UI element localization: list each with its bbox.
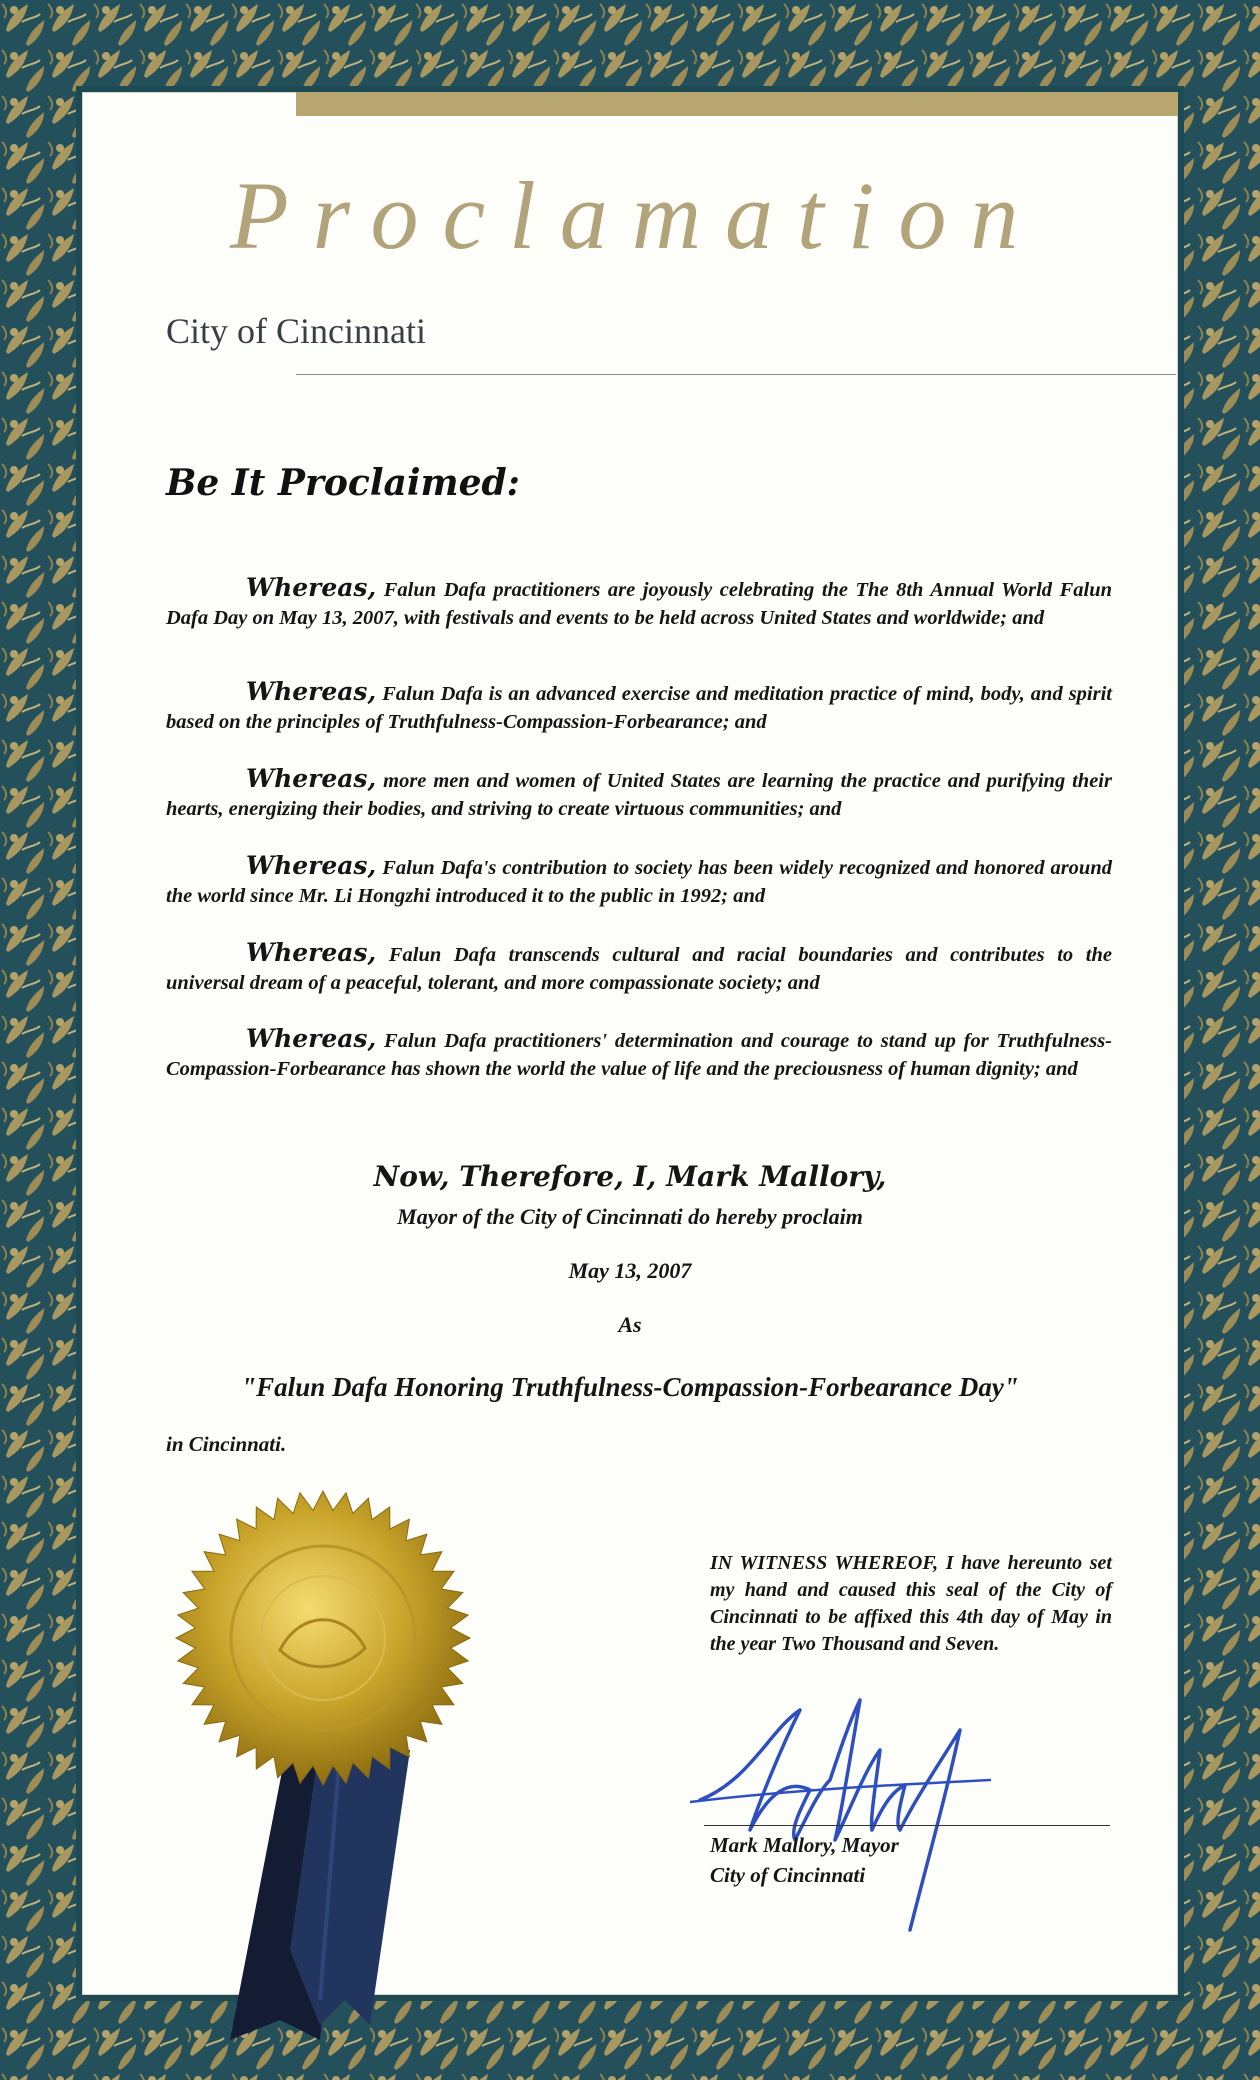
as-line: As — [618, 1312, 642, 1337]
now-therefore-line: Now, Therefore, I, Mark Mallory, — [373, 1160, 887, 1193]
whereas-keyword: Whereas, — [246, 938, 377, 967]
whereas-text: Falun Dafa transcends cultural and racial boundaries and contributes to the universal dream of a peaceful, tolerant, and more compassionate society; and — [166, 944, 1112, 994]
gold-seal-icon — [170, 1480, 480, 2050]
city-name: City of Cincinnati — [166, 311, 426, 351]
day-name: "Falun Dafa Honoring Truthfulness-Compassion-Forbearance Day" — [241, 1372, 1019, 1402]
signature-icon — [690, 1690, 1030, 1940]
whereas-paragraph — [166, 574, 1112, 632]
signer-name: Mark Mallory, Mayor — [710, 1833, 899, 1857]
document-title: Proclamation — [230, 162, 1043, 269]
whereas-keyword: Whereas, — [246, 851, 377, 880]
whereas-paragraph — [166, 678, 1112, 736]
whereas-keyword: Whereas, — [246, 677, 377, 706]
whereas-paragraph — [166, 939, 1112, 997]
whereas-keyword: Whereas, — [246, 573, 377, 602]
proclaimed-date: May 13, 2007 — [568, 1258, 692, 1283]
whereas-text: more men and women of United States are learning the practice and purifying their hearts, energizing their bodies, and striving to create virtuous communities; and — [166, 770, 1112, 820]
whereas-text: Falun Dafa's contribution to society has been widely recognized and honored around the world since Mr. Li Hongzhi introduced it to the public in 1992; and — [166, 857, 1112, 907]
whereas-keyword: Whereas, — [246, 764, 377, 793]
whereas-paragraph — [166, 765, 1112, 823]
whereas-text: Falun Dafa practitioners are joyously celebrating the The 8th Annual World Falun Dafa Day on May 13, 2007, with festivals and events to be held across United States and worldwide; and — [166, 579, 1112, 629]
signer-block — [710, 1830, 899, 1890]
title-gold-bar — [296, 92, 1178, 116]
signer-city: City of Cincinnati — [710, 1863, 866, 1887]
mayor-proclaim-line: Mayor of the City of Cincinnati do hereby proclaim — [397, 1204, 863, 1229]
title-rule — [296, 374, 1176, 375]
whereas-paragraph — [166, 852, 1112, 910]
whereas-paragraph — [166, 1025, 1112, 1083]
whereas-keyword: Whereas, — [246, 1024, 377, 1053]
witness-paragraph: IN WITNESS WHEREOF, I have hereunto set my hand and caused this seal of the City of Cincinnati to be affixed this 4th day of May in the year Two Thousand and Seven. — [710, 1552, 1112, 1655]
proclaimed-heading: Be It Proclaimed: — [166, 462, 520, 504]
in-city-line: in Cincinnati. — [166, 1432, 287, 1456]
whereas-text: Falun Dafa is an advanced exercise and meditation practice of mind, body, and spirit based on the principles of Truthfulness-Compassion-Forbearance; and — [166, 683, 1112, 733]
whereas-text: Falun Dafa practitioners' determination and courage to stand up for Truthfulness-Compassion-Forbearance has shown the world the value of life and the preciousness of human dignity; and — [166, 1030, 1112, 1080]
signature-line — [704, 1825, 1110, 1826]
